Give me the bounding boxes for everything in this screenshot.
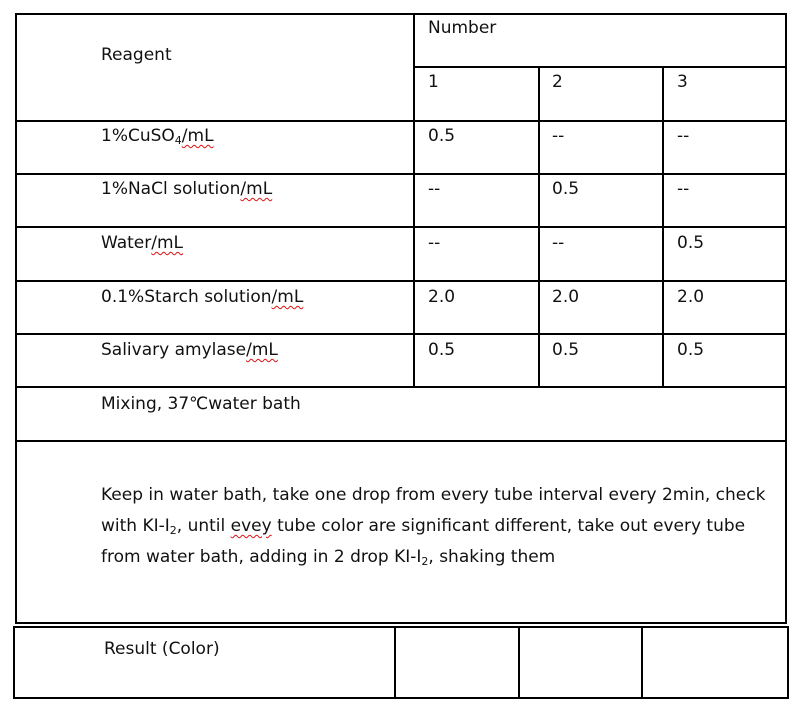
table-border-left: [15, 13, 17, 624]
tube-number-2: 2: [552, 72, 563, 92]
cell-value: 2.0: [677, 287, 705, 307]
cell-value: 0.5: [677, 340, 705, 360]
table-border-bottom: [15, 622, 787, 624]
result-label: Result (Color): [104, 639, 220, 659]
table-rule: [15, 173, 787, 175]
row-label: Salivary amylase/mL: [101, 340, 278, 360]
instruction-text: Keep in water bath, take one drop from every tube interval every 2min, check with $KI-I_2$, until evey tube color are significant different, take out every tube from water bath, adding in 2 drop $KI-I_2$, shaking them: [101, 485, 766, 568]
cell-value: --: [552, 126, 565, 146]
tube-number-3: 3: [677, 72, 688, 92]
cell-value: --: [677, 179, 690, 199]
row-label: Water/mL: [101, 233, 184, 253]
row-label: 0.1%Starch solution/mL: [101, 287, 304, 307]
table-column-divider: [413, 13, 415, 388]
table-border-right: [785, 13, 787, 624]
cell-value: 2.0: [428, 287, 456, 307]
cell-value: 0.5: [677, 233, 705, 253]
cell-value: 2.0: [552, 287, 580, 307]
table-rule: [15, 386, 787, 388]
result-column-divider: [518, 626, 520, 699]
table-rule: [414, 66, 787, 68]
cell-value: 0.5: [428, 126, 456, 146]
table-border-top: [15, 13, 787, 15]
table-column-divider: [662, 66, 664, 388]
result-column-divider: [394, 626, 396, 699]
cell-value: --: [428, 233, 441, 253]
table-rule: [15, 280, 787, 282]
cell-value: 0.5: [552, 179, 580, 199]
tube-number-1: 1: [428, 72, 439, 92]
result-border-left: [13, 626, 15, 699]
cell-value: --: [428, 179, 441, 199]
result-border-top: [13, 626, 789, 628]
result-column-divider: [641, 626, 643, 699]
table-rule: [15, 226, 787, 228]
table-rule: [15, 440, 787, 442]
reagent-header: Reagent: [101, 45, 172, 65]
cell-value: --: [677, 126, 690, 146]
table-rule: [15, 333, 787, 335]
number-header: Number: [428, 18, 497, 38]
table-rule: [15, 120, 787, 122]
cell-value: 0.5: [428, 340, 456, 360]
mixing-step: Mixing, 37℃water bath: [101, 394, 301, 414]
cell-value: 0.5: [552, 340, 580, 360]
result-border-bottom: [13, 697, 789, 699]
result-border-right: [787, 626, 789, 699]
table-column-divider: [538, 66, 540, 388]
row-label: 1%NaCl solution/mL: [101, 179, 273, 199]
cell-value: --: [552, 233, 565, 253]
row-label: 1%CuSO$_4$/mL: [101, 126, 214, 147]
